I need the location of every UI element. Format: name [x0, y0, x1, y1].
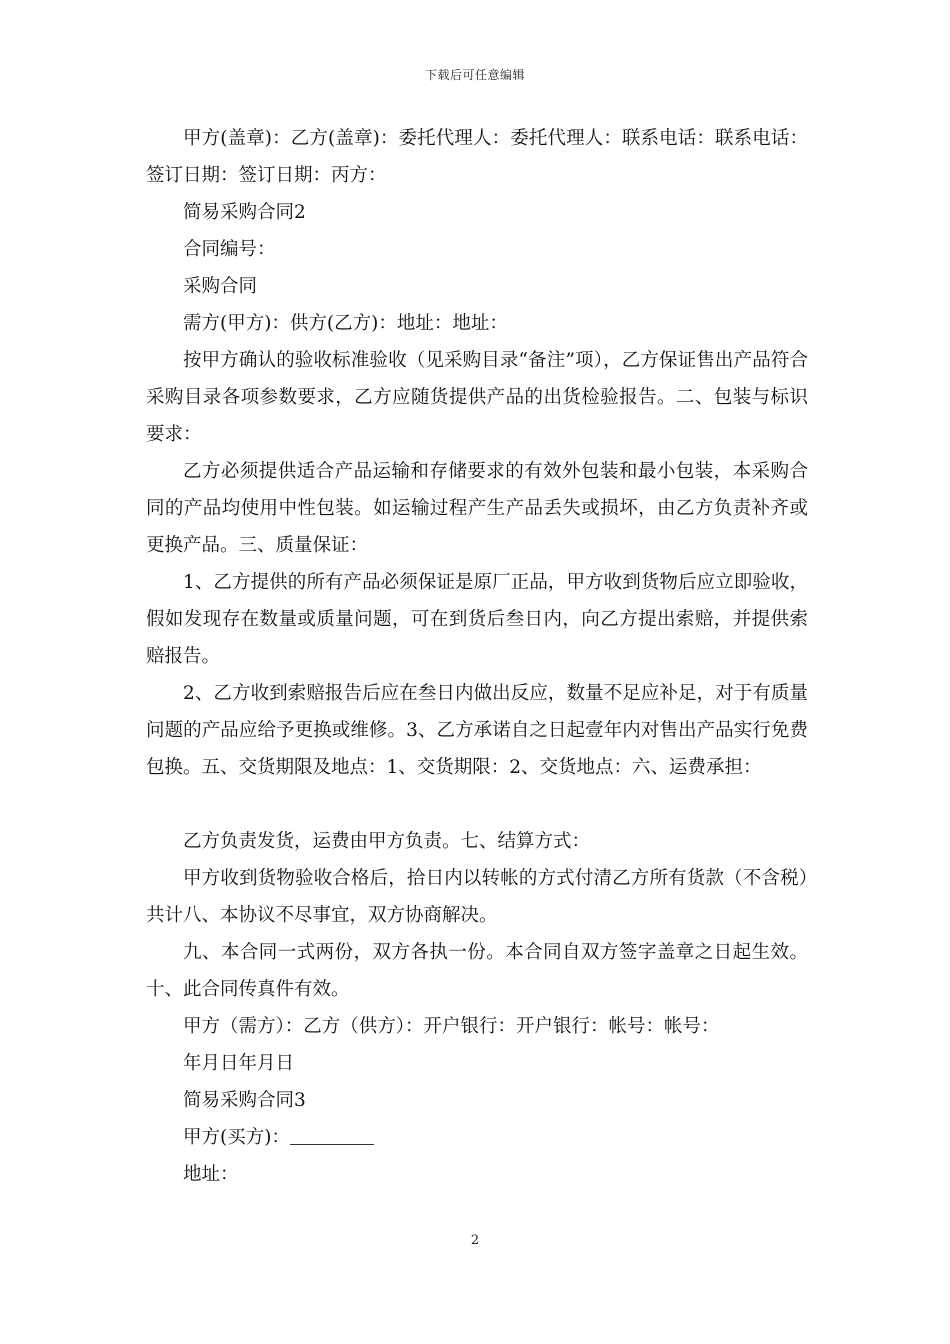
contract-3-title: 简易采购合同3 — [183, 1090, 306, 1111]
address-line: 地址： — [183, 1164, 239, 1185]
contract-2-title: 简易采购合同2 — [183, 202, 306, 223]
contract-number-line: 合同编号： — [183, 239, 276, 260]
acceptance-standard-paragraph: 按甲方确认的验收标准验收（见采购目录“备注”项），乙方保证售出产品符合采购目录各项参数要求，乙方应随货提供产品的出货检验报告。二、包装与标识要求： — [146, 350, 808, 445]
buyer-label: 甲方(买方)： — [183, 1127, 290, 1148]
buyer-line — [146, 1119, 808, 1156]
quality-clause-1: 1、乙方提供的所有产品必须保证是原厂正品，甲方收到货物后应立即验收，假如发现存在数量或质量问题，可在到货后叁日内，向乙方提出索赔，并提供索赔报告。 — [146, 572, 808, 667]
packaging-paragraph: 乙方必须提供适合产品运输和存储要求的有效外包装和最小包装，本采购合同的产品均使用中性包装。如运输过程产生产品丢失或损坏，由乙方负责补齐或更换产品。三、质量保证： — [146, 461, 808, 556]
date-line: 年月日年月日 — [183, 1053, 295, 1074]
purchase-contract-heading: 采购合同 — [183, 276, 258, 297]
signature-block-paragraph: 甲方(盖章)：乙方(盖章)：委托代理人：委托代理人：联系电话：联系电话：签订日期：签订日期：丙方： — [146, 128, 808, 186]
document-body — [146, 120, 808, 1193]
page-number: 2 — [470, 1233, 480, 1248]
copies-paragraph: 九、本合同一式两份，双方各执一份。本合同自双方签字盖章之日起生效。十、此合同传真件有效。 — [146, 942, 808, 1000]
paragraph-spacer — [146, 786, 808, 823]
quality-clause-2: 2、乙方收到索赔报告后应在叁日内做出反应，数量不足应补足，对于有质量问题的产品应给予更换或维修。3、乙方承诺自之日起壹年内对售出产品实行免费包换。五、交货期限及地点：1、交货期限：2、交货地点：六、运费承担： — [146, 683, 808, 778]
bank-info-line: 甲方（需方）：乙方（供方）：开户银行：开户银行：帐号：帐号： — [183, 1016, 720, 1037]
parties-address-line: 需方(甲方)：供方(乙方)：地址：地址： — [183, 313, 508, 334]
shipping-paragraph: 乙方负责发货，运费由甲方负责。七、结算方式： — [183, 831, 591, 852]
settlement-paragraph: 甲方收到货物验收合格后，拾日内以转帐的方式付清乙方所有货款（不含税）共计八、本协议不尽事宜，双方协商解决。 — [146, 868, 808, 926]
buyer-blank-line — [290, 1122, 374, 1145]
page-header-note: 下载后可任意编辑 — [424, 68, 525, 82]
